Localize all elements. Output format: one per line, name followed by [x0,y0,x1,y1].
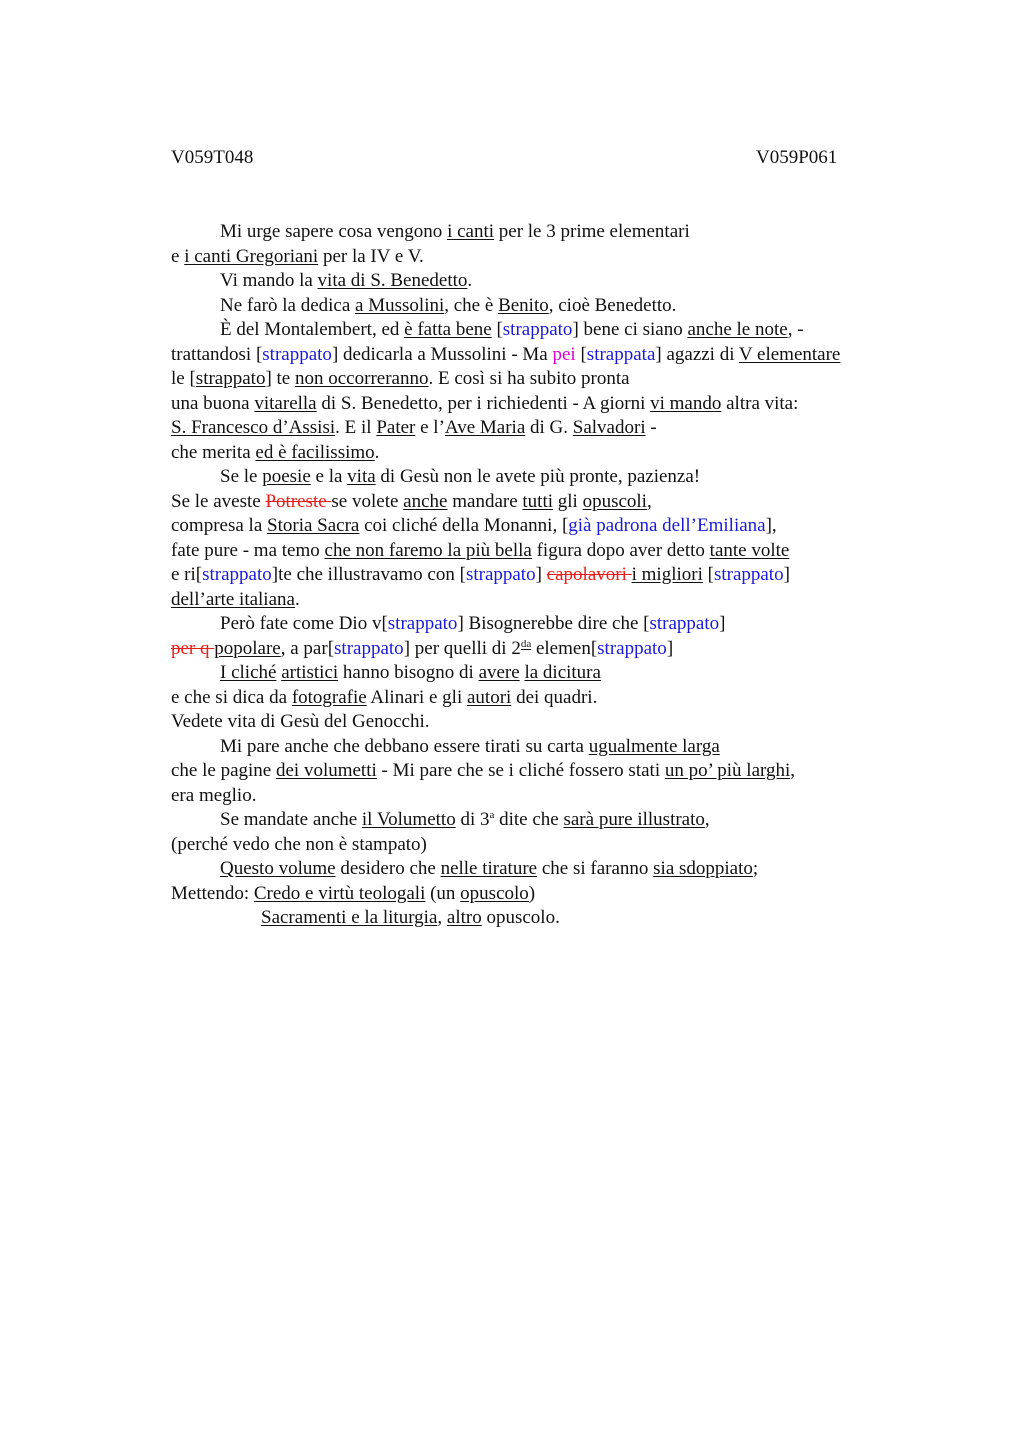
text-segment: Mi urge sapere cosa vengono [220,221,448,242]
text-segment: figura dopo aver detto [531,539,710,561]
underlined-text: vi mando [650,392,722,414]
text-segment: compresa la [171,515,268,536]
text-segment: ] [666,637,674,659]
text-line [171,245,911,270]
text-segment: era meglio. [171,784,257,806]
underlined-text: tutti [522,490,554,512]
text-segment: mandare [447,490,523,512]
editorial-note: strappato [713,564,784,585]
text-segment: di 3 [455,809,490,830]
underlined-text: è fatta bene [404,319,492,340]
text-segment: e [171,245,185,267]
editorial-note: strappato [334,637,404,659]
text-segment: Mettendo: [171,882,254,904]
text-segment: , cioè Benedetto. [548,294,677,316]
text-segment: Però fate come Dio v[ [220,613,388,634]
document-code-right: V059P061 [756,147,838,168]
text-segment: di Gesù non le avete più pronte, pazienza! [375,466,701,487]
text-segment: elemen[ [531,637,598,659]
text-line [171,784,911,809]
underlined-text: Salvadori [572,417,646,438]
text-segment: , che è [444,294,499,316]
text-segment: e l’ [415,417,445,438]
underlined-text: ed è facilissimo [255,441,375,463]
text-segment: e la [310,466,348,487]
text-segment: Se le aveste [171,490,266,512]
underlined-text: anche [403,490,448,512]
underlined-text: la dicitura [524,662,601,683]
text-line [171,759,911,784]
text-segment: fate pure - ma temo [171,539,325,561]
text-line [171,539,911,564]
text-segment: trattandosi [ [171,343,263,365]
highlighted-word: pei [552,343,576,365]
text-line [171,269,911,294]
text-segment: Alinari e gli [366,686,467,708]
underlined-text: dei volumetti [275,760,377,781]
text-line [171,220,911,245]
editorial-note: strappato [202,564,272,585]
editorial-note: strappato [387,613,458,634]
text-line [171,563,911,588]
text-line [171,490,911,515]
text-line [171,612,911,637]
text-segment: per la IV e V. [318,245,424,267]
struck-text: Potreste [265,490,332,512]
text-segment: , a par[ [280,637,335,659]
text-line [171,808,911,833]
text-line [171,857,911,882]
underlined-text: avere [478,662,520,683]
text-segment: ] agazzi di [655,343,739,365]
underlined-text: il Volumetto [361,809,456,830]
underlined-text: i migliori [631,564,703,585]
underlined-text: tante volte [709,539,790,561]
text-segment: se volete [331,490,404,512]
text-segment: Vedete vita di Gesù del Genocchi. [171,711,430,732]
underlined-text: fotografie [291,686,367,708]
text-segment: . [467,270,473,291]
underlined-text: da [520,637,532,650]
text-segment: di S. Benedetto, per i richiedenti - A giorni [316,392,651,414]
text-segment: Se mandate anche [220,809,362,830]
text-line [171,637,911,662]
text-segment: . [374,441,380,463]
underlined-text: sarà pure illustrato [563,809,705,830]
text-segment: Se le [220,466,263,487]
text-segment: desidero che [335,858,441,879]
text-segment: . E il [335,417,377,438]
underlined-text: Ave Maria [444,417,526,438]
underlined-text: altro [446,907,482,928]
editorial-note: strappato [649,613,720,634]
text-segment: ) [528,882,536,904]
underlined-text: i canti Gregoriani [184,245,319,267]
editorial-note: strappato [465,564,536,585]
text-segment: , [646,490,652,512]
text-line [171,294,911,319]
text-segment: che le pagine [171,760,276,781]
underlined-text: Sacramenti e la liturgia [261,907,438,928]
text-segment: Mi pare anche che debbano essere tirati su carta [220,735,589,757]
underlined-text: che non faremo la più bella [324,539,532,561]
text-segment: una buona [171,392,255,414]
text-line [171,441,911,466]
text-line [171,318,911,343]
text-segment: Vi mando la [220,270,318,291]
underlined-text: i canti [447,221,495,242]
text-segment: altra vita: [721,392,799,414]
text-segment: gli [553,490,583,512]
text-segment: - Mi pare che se i cliché fossero stati [376,760,665,781]
underlined-text: a Mussolini [355,294,445,316]
underlined-text: V elementare [738,343,841,365]
text-segment: che si faranno [537,858,654,879]
underlined-text: non occorreranno [295,368,429,389]
text-segment: ] per quelli di 2 [403,637,521,659]
editorial-note: strappata [586,343,656,365]
text-segment: ] [535,564,547,585]
text-line [171,833,911,858]
text-segment: hanno bisogno di [338,662,479,683]
underlined-text: artistici [281,662,339,683]
text-segment: . [294,588,300,610]
text-segment: opuscolo. [481,907,560,928]
editorial-note: strappato [597,637,667,659]
text-segment: , [437,907,447,928]
text-line [171,514,911,539]
underlined-text: nelle tirature [440,858,538,879]
editorial-note: strappato [262,343,332,365]
text-line [171,735,911,760]
text-segment: È del Montalembert, ed [220,319,405,340]
underlined-text: dell’arte italiana [171,588,295,610]
struck-text: per q [171,637,215,659]
underlined-text: vita [347,466,376,487]
underlined-text: opuscolo [460,882,529,904]
text-segment: dei quadri. [511,686,598,708]
text-segment: ] [719,613,726,634]
text-line [171,588,911,613]
text-line [171,661,911,686]
text-line [171,906,911,931]
text-segment: ] bene ci siano [572,319,688,340]
underlined-text: S. Francesco d’Assisi [171,417,336,438]
text-segment: coi cliché della Monanni, [ [359,515,569,536]
underlined-text: Credo e virtù teologali [253,882,426,904]
text-segment: [ [575,343,587,365]
underlined-text: sia sdoppiato [653,858,753,879]
underlined-text: Benito [498,294,549,316]
text-line [171,343,911,368]
text-segment: . E così si ha subito pronta [428,368,630,389]
text-segment: (perché vedo che non è stampato) [171,833,427,855]
underlined-text: vita di S. Benedetto [317,270,468,291]
editorial-note: strappato [502,319,573,340]
text-segment: dite che [494,809,564,830]
text-segment: - [645,417,657,438]
underlined-text: opuscoli [582,490,647,512]
underlined-text: vitarella [254,392,317,414]
text-line [171,686,911,711]
text-line [171,710,911,735]
text-segment: [ [491,319,503,340]
underlined-text: Pater [376,417,416,438]
text-line [171,465,911,490]
editorial-note: già padrona dell’Emiliana [568,515,766,536]
text-segment: (un [425,882,461,904]
text-segment: le [ [171,368,196,389]
text-segment: ], [765,515,777,536]
text-line [171,367,911,392]
text-segment: Ne farò la dedica [220,294,356,316]
text-segment: ; [752,858,759,879]
text-segment: ] Bisognerebbe dire che [ [457,613,650,634]
underlined-text: poesie [262,466,311,487]
underlined-text: ugualmente larga [588,735,720,757]
text-segment: e che si dica da [171,686,292,708]
struck-text: capolavori [546,564,632,585]
underlined-text: autori [466,686,512,708]
text-segment: , [704,809,710,830]
underlined-text: Storia Sacra [267,515,360,536]
text-line [171,392,911,417]
text-segment: ] te [265,368,295,389]
text-line [171,416,911,441]
text-segment: di G. [525,417,573,438]
text-segment: a [489,809,495,821]
text-segment: ]te che illustravamo con [ [271,564,466,585]
underlined-text: I cliché [220,662,277,683]
underlined-text: un po’ più larghi [664,760,791,781]
text-segment: che merita [171,441,256,463]
text-segment: ] [783,564,790,585]
text-segment: [ [702,564,714,585]
text-segment: , - [787,319,804,340]
text-segment: , [790,760,796,781]
underlined-text: anche le note [687,319,788,340]
text-line [171,882,911,907]
document-code-left: V059T048 [171,147,254,168]
text-segment: e ri[ [171,564,203,585]
underlined-text: strappato [195,368,266,389]
letter-body [171,220,911,931]
text-segment: per le 3 prime elementari [494,221,690,242]
underlined-text: Questo volume [220,858,336,879]
text-segment: ] dedicarla a Mussolini - Ma [331,343,553,365]
underlined-text: popolare [214,637,281,659]
